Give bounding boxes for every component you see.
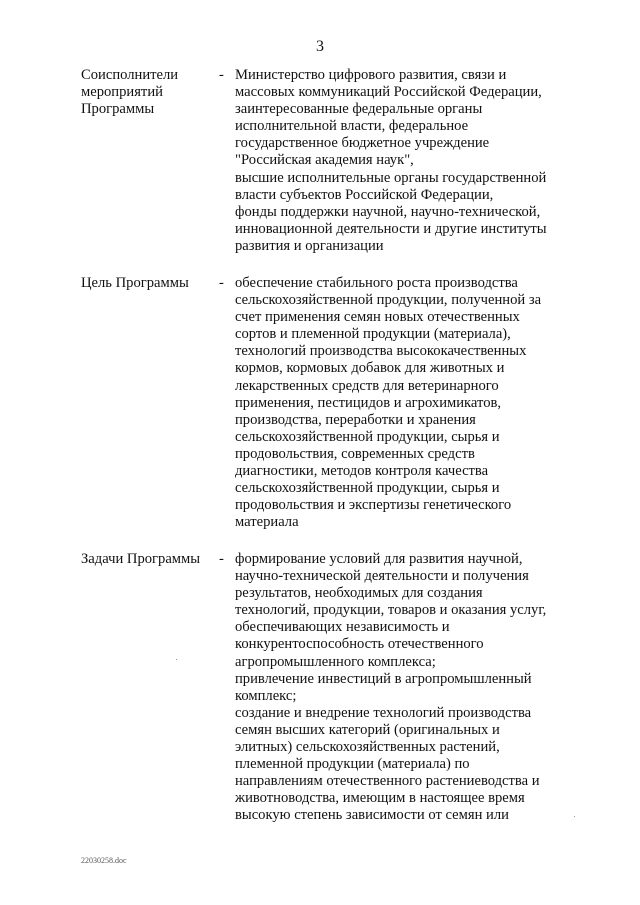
label-line: Соисполнители <box>81 67 179 83</box>
text-line: материала <box>235 514 299 531</box>
text-line: научно-технической деятельности и получения <box>235 568 529 585</box>
text-line: технологий, продукции, товаров и оказания услуг, <box>235 602 547 619</box>
text-line: сельскохозяйственной продукции, полученной за <box>235 292 542 309</box>
text-line: привлечение инвестиций в агропромышленный <box>235 670 532 687</box>
text-line: животноводства, имеющим в настоящее время <box>235 790 525 807</box>
text-line: сельскохозяйственной продукции, сырья и <box>235 480 500 497</box>
text-line: лекарственных средств для ветеринарного <box>235 377 499 394</box>
section-label <box>81 551 221 568</box>
text-line: семян высших категорий (оригинальных и <box>235 721 500 738</box>
text-line: конкурентоспособность отечественного <box>235 636 484 653</box>
text-line: диагностики, методов контроля качества <box>235 463 489 480</box>
section-text <box>235 67 565 255</box>
file-name-footer: 22030258.doc <box>81 856 127 865</box>
text-line: племенной продукции (материала) по <box>235 756 470 773</box>
text-line: обеспечивающих независимость и <box>235 619 450 636</box>
dash-separator: - <box>219 551 224 567</box>
text-line: обеспечение стабильного роста производства <box>235 275 518 291</box>
text-line: комплекс; <box>235 687 297 704</box>
text-line: направлениям отечественного растениеводства и <box>235 773 540 790</box>
text-line: счет применения семян новых отечественных <box>235 309 520 326</box>
text-line: инновационной деятельности и другие институты <box>235 220 547 237</box>
text-line: сортов и племенной продукции (материала), <box>235 326 511 343</box>
text-line: государственное бюджетное учреждение <box>235 135 490 152</box>
section-text <box>235 551 565 825</box>
dash-separator: - <box>219 67 224 83</box>
text-line: Министерство цифрового развития, связи и <box>235 67 507 83</box>
section-text <box>235 275 565 531</box>
section-label <box>81 67 221 118</box>
dash-separator: - <box>219 275 224 291</box>
text-line: власти субъектов Российской Федерации, <box>235 186 494 203</box>
label-line: Задачи Программы <box>81 551 201 567</box>
text-line: применения, пестицидов и агрохимикатов, <box>235 394 502 411</box>
text-line: агропромышленного комплекса; <box>235 653 436 670</box>
text-line: создание и внедрение технологий производства <box>235 704 532 721</box>
text-line: элитных) сельскохозяйственных растений, <box>235 739 500 756</box>
text-line: продовольствия, современных средств <box>235 445 475 462</box>
text-line: результатов, необходимых для создания <box>235 585 483 602</box>
label-line: Программы <box>81 101 155 118</box>
text-line: высокую степень зависимости от семян или <box>235 807 509 824</box>
scan-speck <box>574 816 575 817</box>
text-line: технологий производства высококачественных <box>235 343 527 360</box>
text-line: заинтересованные федеральные органы <box>235 101 483 118</box>
scan-speck <box>176 659 177 660</box>
label-line: мероприятий <box>81 84 163 101</box>
text-line: кормов, кормовых добавок для животных и <box>235 360 505 377</box>
text-line: высшие исполнительные органы государственной <box>235 169 547 186</box>
page-number: 3 <box>316 38 324 55</box>
text-line: производства, переработки и хранения <box>235 411 476 428</box>
text-line: сельскохозяйственной продукции, сырья и <box>235 428 500 445</box>
text-line: массовых коммуникаций Российской Федерации, <box>235 84 542 101</box>
label-line: Цель Программы <box>81 275 189 291</box>
text-line: продовольствия и экспертизы генетического <box>235 497 512 514</box>
text-line: фонды поддержки научной, научно-технической, <box>235 203 541 220</box>
text-line: "Российская академия наук", <box>235 152 414 169</box>
text-line: развития и организации <box>235 237 384 254</box>
text-line: исполнительной власти, федеральное <box>235 118 469 135</box>
section-label <box>81 275 221 292</box>
text-line: формирование условий для развития научной, <box>235 551 523 567</box>
